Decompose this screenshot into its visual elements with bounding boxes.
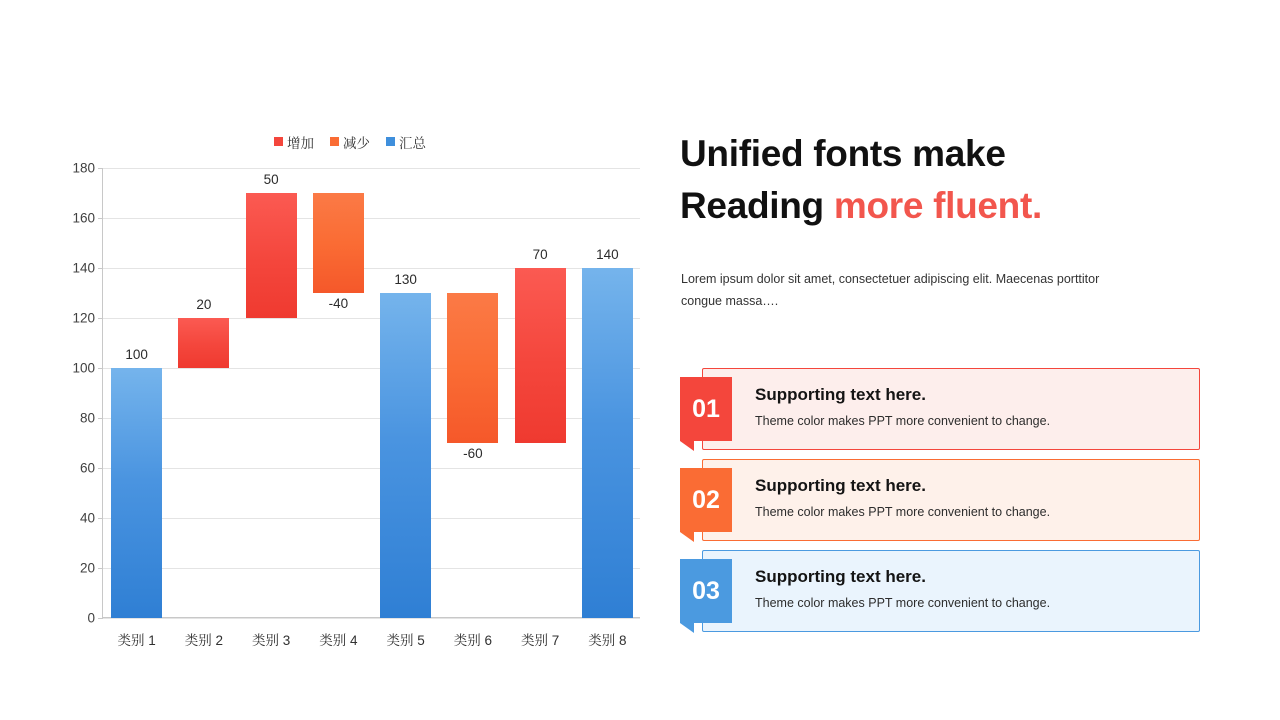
content-panel <box>680 0 1240 720</box>
bar-value-label: 50 <box>263 172 279 187</box>
headline-line-1: Unified fonts make <box>680 133 1006 174</box>
legend-label: 汇总 <box>399 136 426 151</box>
y-axis-tick-label: 120 <box>72 310 95 326</box>
body-paragraph: Lorem ipsum dolor sit amet, consectetuer adipiscing elit. Maecenas porttitor congue massa…. <box>681 272 1100 308</box>
bar-value-label: 140 <box>596 247 619 262</box>
bar-value-label: -40 <box>328 296 349 311</box>
x-axis-tick-label: 类别 3 <box>251 633 291 648</box>
card-tail-shape <box>680 623 694 633</box>
legend-swatch-icon <box>386 137 395 146</box>
bar-value-label: 100 <box>125 347 148 362</box>
card-description: Theme color makes PPT more convenient to change. <box>755 505 1051 519</box>
legend-item[interactable] <box>386 132 426 152</box>
chart-bar[interactable] <box>447 293 498 443</box>
page-title <box>680 128 1210 232</box>
card-number-badge: 02 <box>680 468 732 532</box>
y-axis-tick-label: 140 <box>72 260 95 276</box>
card-description: Theme color makes PPT more convenient to change. <box>755 414 1051 428</box>
card-body <box>702 368 1200 450</box>
card-tail-shape <box>680 441 694 451</box>
y-axis-tick-label: 20 <box>79 560 95 576</box>
y-axis-tick-label: 100 <box>72 360 95 376</box>
bar-slot <box>439 168 506 648</box>
bar-value-label: 70 <box>532 247 548 262</box>
chart-plot-area <box>72 160 640 648</box>
x-axis-tick-label: 类别 6 <box>453 633 492 648</box>
x-axis-tick-label: 类别 7 <box>520 633 560 648</box>
bar-slot <box>238 168 305 648</box>
y-axis-tick-label: 160 <box>72 210 95 226</box>
legend-label: 增加 <box>287 136 314 151</box>
bar-slot <box>103 168 170 648</box>
x-axis-tick-label: 类别 2 <box>184 633 223 648</box>
card-description: Theme color makes PPT more convenient to change. <box>755 596 1051 610</box>
bar-slot <box>170 168 237 648</box>
bar-slot <box>507 168 574 648</box>
x-axis-tick-label: 类别 4 <box>319 633 358 648</box>
gridline <box>103 618 640 619</box>
y-axis-tick-label: 180 <box>72 160 95 176</box>
bar-value-label: 130 <box>394 272 417 287</box>
headline-black-text: Reading <box>680 185 834 226</box>
x-axis-tick-label: 类别 5 <box>386 633 425 648</box>
card-body <box>702 459 1200 541</box>
card-number-badge: 03 <box>680 559 732 623</box>
chart-bar[interactable] <box>246 193 297 318</box>
y-axis-tick-label: 0 <box>87 610 95 626</box>
card-tail-shape <box>680 532 694 542</box>
y-axis-tick-label: 80 <box>79 410 95 426</box>
supporting-card[interactable] <box>680 550 1200 632</box>
supporting-card[interactable] <box>680 368 1200 450</box>
headline-line-2 <box>680 180 1210 232</box>
y-axis-tick-label: 40 <box>79 510 95 526</box>
y-axis-tick-label: 60 <box>79 460 95 476</box>
headline-accent-text: more fluent. <box>833 185 1042 226</box>
chart-bar[interactable] <box>582 268 633 618</box>
chart-bar[interactable] <box>515 268 566 443</box>
x-axis-tick-label: 类别 8 <box>588 633 627 648</box>
legend-swatch-icon <box>330 137 339 146</box>
card-title: Supporting text here. <box>755 567 926 586</box>
chart-bar[interactable] <box>380 293 431 618</box>
waterfall-chart <box>40 120 660 660</box>
card-body <box>702 550 1200 632</box>
supporting-card[interactable] <box>680 459 1200 541</box>
chart-bar[interactable] <box>178 318 229 368</box>
legend-label: 减少 <box>343 136 370 151</box>
card-number-badge: 01 <box>680 377 732 441</box>
y-axis-tick-mark <box>98 618 103 619</box>
chart-bar[interactable] <box>111 368 162 618</box>
bar-slot <box>305 168 372 648</box>
legend-item[interactable] <box>330 132 370 152</box>
chart-legend <box>40 132 660 152</box>
legend-item[interactable] <box>274 132 314 152</box>
bar-value-label: 20 <box>196 297 212 312</box>
bar-slot <box>372 168 439 648</box>
chart-bar[interactable] <box>313 193 364 293</box>
legend-swatch-icon <box>274 137 283 146</box>
card-title: Supporting text here. <box>755 385 926 404</box>
card-title: Supporting text here. <box>755 476 926 495</box>
x-axis-tick-label: 类别 1 <box>117 633 156 648</box>
bar-value-label: -60 <box>463 446 483 461</box>
bar-slot <box>574 168 641 648</box>
